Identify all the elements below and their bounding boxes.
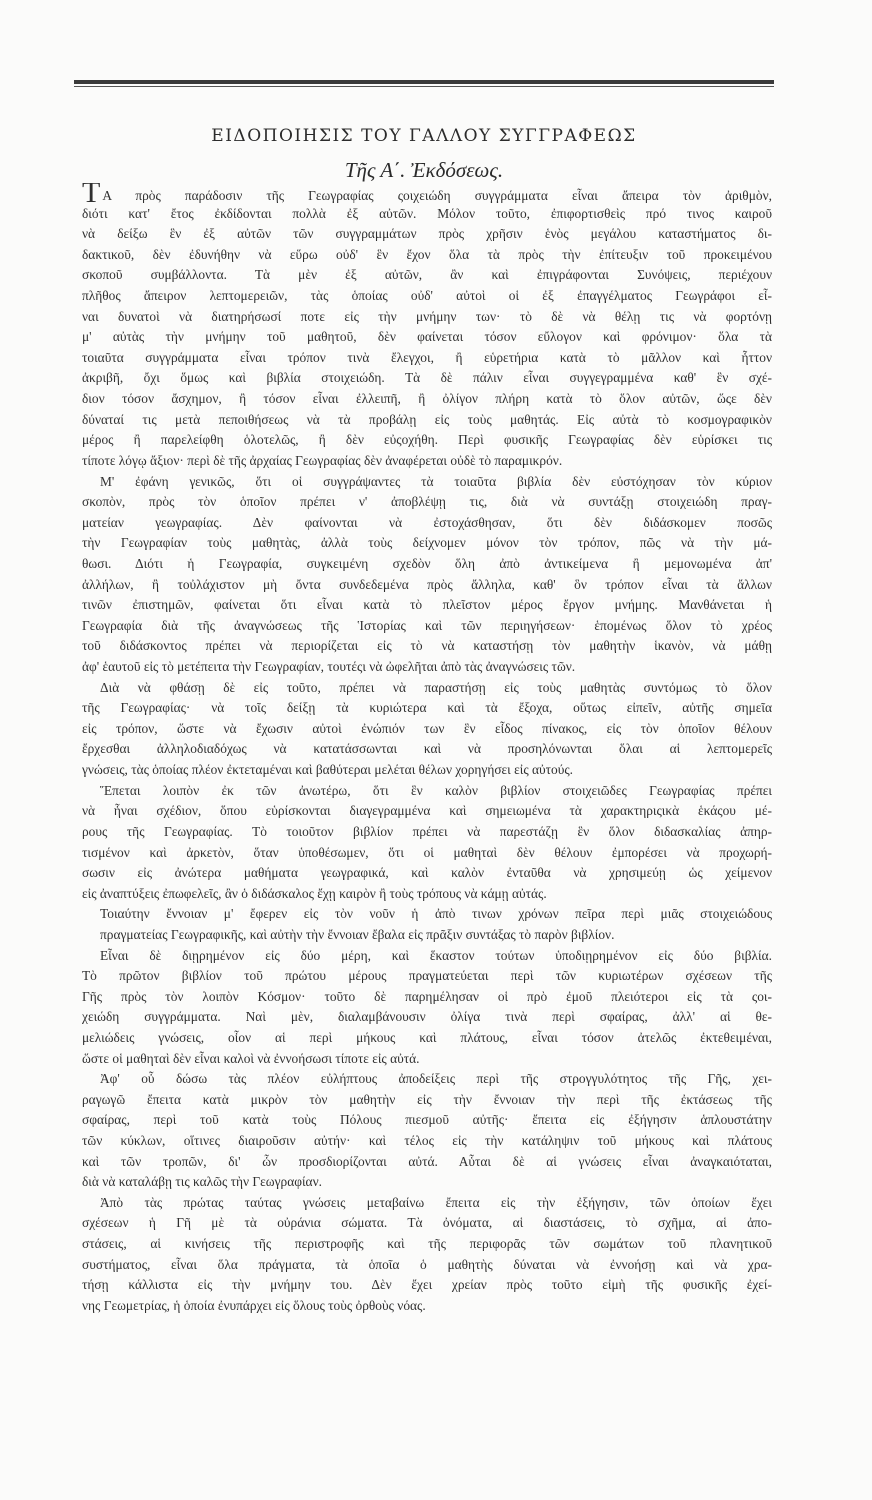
text-line-content: διὰ νὰ καταλάβῃ τις καλῶς τὴν Γεωγραφίαν. (82, 1174, 322, 1190)
text-line (82, 739, 772, 760)
text-line-content: δακτικοῦ, δὲν ἐδυνήθην νὰ εὕρω οὐδ' ἓν ἔχον ὅλα τὰ πρὸς τὴν ἐπίτευξιν τοῦ προκειμένου (82, 246, 772, 262)
text-line (82, 513, 772, 534)
text-line-content: σκοποῦ συμβάλλοντα. Τὰ μὲν ἐξ αὐτῶν, ἂν καὶ ἐπιγράφονται Συνόψεις, περιέχουν (82, 267, 772, 283)
text-line (82, 265, 772, 286)
text-line (82, 1069, 772, 1090)
text-line (82, 616, 772, 637)
text-line (82, 987, 772, 1008)
text-line (82, 925, 772, 946)
text-line-content: διον τόσον ἄσχημον, ἢ τόσον εἶναι ἐλλειπῆ, ἢ ὀλίγον πλήρη κατὰ τὸ ὅλον αὐτῶν, ὥςε δὲν (82, 391, 772, 407)
text-line-content: μέρος ἢ παρελείφθη ὁλοτελῶς, ἢ δὲν εὐςοχήθη. Περὶ φυσικῆς Γεωγραφίας δὲν εὑρίσκει τις (82, 432, 772, 448)
text-line-content: τινῶν ἐπιστημῶν, φαίνεται ὅτι εἶναι κατὰ τὸ πλεῖστον μέρος ἔργον μνήμης. Μανθάνεται ἡ (82, 597, 772, 613)
text-line (82, 1255, 772, 1276)
text-line-content: τοῦ διδάσκοντος πρέπει νὰ περιορίζεται εἰς τὸ νὰ καταστήσῃ τὸν μαθητὴν ἱκανὸν, νὰ μάθῃ (82, 638, 772, 654)
text-line (82, 451, 772, 472)
text-line-content: πλῆθος ἄπειρον λεπτομερειῶν, τὰς ὁποίας οὐδ' αὐτοὶ οἱ ἐξ ἐπαγγέλματος Γεωγράφοι εἶ- (82, 288, 772, 304)
text-line-content: σκοπὸν, πρὸς τὸν ὁποῖον πρέπει ν' ἀποβλέψῃ τις, διὰ νὰ συντάξῃ στοιχειώδη πραγ- (82, 494, 772, 510)
text-line (82, 1193, 772, 1214)
text-line-content: Ἀφ' οὗ δώσω τὰς πλέον εὐλήπτους ἀποδείξεις περὶ τῆς στρογγυλότητος τῆς Γῆς, χει- (100, 1071, 772, 1087)
text-line-content: σχέσεων ἡ Γῆ μὲ τὰ οὐράνια σώματα. Τὰ ὀνόματα, αἱ διαστάσεις, τὸ σχῆμα, αἱ ἀπο- (82, 1215, 772, 1231)
text-line (82, 204, 772, 225)
text-line-content: Εἶναι δὲ διῃρημένον εἰς δύο μέρη, καὶ ἕκαστον τούτων ὑποδιῃρημένον εἰς δύο βιβλία. (100, 947, 772, 963)
text-line-content: τοιαῦτα συγγράμματα εἶναι τρόπον τινὰ ἔλεγχοι, ἢ εὑρετήρια κατὰ τὸ μᾶλλον καὶ ἧττον (82, 349, 772, 365)
text-line-content: ἀλλήλων, ἢ τοὐλάχιστον μὴ ὄντα συνδεδεμένα πρὸς ἄλληλα, καθ' ὃν τρόπον εἶναι τὰ ἄλλων (82, 576, 772, 592)
text-line-content: νης Γεωμετρίας, ἡ ὁποία ἐνυπάρχει εἰς ὅλους τοὺς ὀρθοὺς νόας. (82, 1297, 426, 1313)
text-line (82, 389, 772, 410)
text-line (82, 822, 772, 843)
text-line (82, 430, 772, 451)
text-line-content: ματείαν γεωγραφίας. Δὲν φαίνονται νὰ ἐστοχάσθησαν, ὅτι δὲν διδάσκομεν ποσῶς (82, 514, 772, 530)
text-line-content: νὰ δείξω ἓν ἐξ αὐτῶν τῶν συγγραμμάτων πρὸς χρῆσιν ἑνὸς μεγάλου καταστήματος δι- (82, 226, 772, 242)
text-line (82, 801, 772, 822)
text-line (82, 698, 772, 719)
text-line (82, 575, 772, 596)
text-line (82, 781, 772, 802)
text-line-content: Τοιαύτην ἔννοιαν μ' ἔφερεν εἰς τὸν νοῦν ἡ ἀπὸ τινων χρόνων πεῖρα περὶ μιᾶς στοιχειώδους (100, 906, 772, 922)
text-line (82, 224, 772, 245)
text-line (82, 554, 772, 575)
text-line-content: Α πρὸς παράδοσιν τῆς Γεωγραφίας ςοιχειώδη συγγράμματα εἶναι ἄπειρα τὸν ἀριθμὸν, (102, 188, 772, 203)
text-line-content: Τὸ πρῶτον βιβλίον τοῦ πρώτου μέρους πραγματεύεται περὶ τῶν κυριωτέρων σχέσεων τῆς (82, 968, 772, 984)
text-line (82, 1110, 772, 1131)
text-line (82, 595, 772, 616)
text-line (82, 368, 772, 389)
text-line-content: πραγματείας Γεωγραφικῆς, καὶ αὐτὴν τὴν ἔννοιαν ἔβαλα εἰς πρᾶξιν συντάξας τὸ παρὸν βιβλίον. (100, 926, 615, 942)
text-line (82, 1172, 772, 1193)
text-line-content: τὴν Γεωγραφίαν τοὺς μαθητὰς, ἀλλὰ τοὺς δείχνομεν μόνον τὸν τρόπον, πῶς νὰ τὴν μά- (82, 535, 772, 551)
text-line-content: διότι κατ' ἔτος ἐκδίδονται πολλὰ ἐξ αὐτῶν. Μόλον τοῦτο, ἐπιφορτισθεὶς πρό τινος καιροῦ (82, 205, 772, 221)
text-line-content: τῆς Γεωγραφίας· νὰ τοῖς δείξῃ τὰ κυριώτερα καὶ τὰ ἔξοχα, οὕτως εἰπεῖν, αὐτῆς σημεῖα (82, 700, 772, 716)
text-line-content: Μ' ἐφάνη γενικῶς, ὅτι οἱ συγγράψαντες τὰ τοιαῦτα βιβλία δὲν εὐστόχησαν τὸν κύριον (100, 473, 772, 489)
text-line-content: συστήματος, εἶναι ὅλα πράγματα, τὰ ὁποῖα ὁ μαθητὴς δύναται νὰ ἐννοήσῃ καὶ νὰ χρα- (82, 1256, 772, 1272)
text-line-content: μ' αὐτὰς τὴν μνήμην τοῦ μαθητοῦ, δὲν φαίνεται τόσον εὔλογον καὶ φρόνιμον· ὅλα τὰ (82, 329, 772, 345)
text-line-content: σωσιν εἰς ἀνώτερα μαθήματα γεωγραφικά, καὶ καλὸν ἐνταῦθα νὰ χρησιμεύῃ ὡς χείμενον (82, 865, 772, 881)
text-line (82, 843, 772, 864)
text-line (82, 327, 772, 348)
text-line (82, 636, 772, 657)
text-line (82, 1131, 772, 1152)
text-line-content: σφαίρας, περὶ τοῦ κατὰ τοὺς Πόλους πιεσμοῦ αὐτῆς· ἔπειτα εἰς ἐξήγησιν ἁπλουστάτην (82, 1112, 772, 1128)
text-line (82, 657, 772, 678)
text-line-content: εἰς ἀναπτύξεις ἐπωφελεῖς, ἂν ὁ διδάσκαλος ἔχῃ καιρὸν ἢ τοὺς τρόπους νὰ κάμῃ αὐτάς. (82, 885, 547, 901)
text-line-content: τήσῃ κάλλιστα εἰς τὴν μνήμην του. Δὲν ἔχει χρείαν πρὸς τοῦτο εἰμὴ τῆς φυσικῆς ἐχεί- (82, 1277, 772, 1293)
text-line (82, 1090, 772, 1111)
page-subtitle: Τῆς Α΄. Ἐκδόσεως. (344, 158, 504, 182)
text-line-content: ἀφ' ἑαυτοῦ εἰς τὸ μετέπειτα τὴν Γεωγραφίαν, τουτέςι νὰ ὠφελῆται ἀπὸ τὰς ἀναγνώσεις τῶν. (82, 659, 576, 675)
text-line (82, 946, 772, 967)
text-line (82, 719, 772, 740)
text-line (82, 884, 772, 905)
text-line (82, 286, 772, 307)
text-line (82, 245, 772, 266)
text-line-content: Ἕπεται λοιπὸν ἐκ τῶν ἀνωτέρω, ὅτι ἓν καλὸν βιβλίον στοιχειῶδες Γεωγραφίας πρέπει (100, 782, 772, 798)
text-line-content: ναι δυνατοὶ νὰ διατηρήσωσί ποτε εἰς τὴν μνήμην των· τὸ δὲ νὰ θέλῃ τις νὰ φορτόνῃ (82, 308, 772, 324)
text-line (82, 472, 772, 493)
text-line (82, 1275, 772, 1296)
text-line (82, 1296, 772, 1317)
text-line-content: ρους τῆς Γεωγραφίας. Τὸ τοιοῦτον βιβλίον πρέπει νὰ παρεστάζῃ ἓν ὅλον διδασκαλίας ἀπηρ- (82, 823, 772, 839)
text-line-content: Γεωγραφία διὰ τῆς ἀναγνώσεως τῆς Ἱστορίας καὶ τῶν περιηγήσεων· ἑπομένως ὅλον τὸ χρέος (82, 617, 772, 633)
header-rule-thick (74, 80, 774, 84)
text-line-content: Διὰ νὰ φθάσῃ δὲ εἰς τοῦτο, πρέπει νὰ παραστήσῃ εἰς τοὺς μαθητὰς συντόμως τὸ ὅλον (100, 679, 772, 695)
text-line-content: καὶ τῶν τροπῶν, δι' ὧν προσδιορίζονται αὐτά. Αὗται δὲ αἱ γνώσεις εἶναι ἀναγκαιόταται, (82, 1153, 772, 1169)
text-line (82, 1028, 772, 1049)
text-line-content: ἀκριβῆ, ὄχι ὅμως καὶ βιβλία στοιχειώδη. Τὰ δὲ πάλιν εἶναι συγγεγραμμένα καθ' ἓν σχέ- (82, 370, 772, 386)
header-rule (74, 77, 774, 89)
text-line (82, 678, 772, 699)
text-line (82, 533, 772, 554)
text-line (82, 904, 772, 925)
text-line (82, 1007, 772, 1028)
text-line-content: μελιώδεις γνώσεις, οἷον αἱ περὶ μήκους καὶ πλάτους, εἶναι τόσον ἀτελῶς ἐκτεθειμέναι, (82, 1029, 772, 1045)
text-line (82, 1152, 772, 1173)
text-line-content: γνώσεις, τὰς ὁποίας πλέον ἐκτεταμέναι καὶ βαθύτεραι μελέται θέλων χορηγήσει εἰς αὐτούς. (82, 762, 574, 778)
text-line (82, 1234, 772, 1255)
text-line-content: θωσι. Διότι ἡ Γεωγραφία, συγκειμένη σχεδὸν ὅλη ἀπὸ ἀντικείμενα ἢ μεμονωμένα ἀπ' (82, 555, 772, 571)
text-line-content: εἰς τρόπον, ὥστε νὰ ἔχωσιν αὐτοὶ ἐνώπιόν των ἓν εἶδος πίνακος, εἰς τὸν ὁποῖον θέλουν (82, 720, 772, 736)
text-line (82, 348, 772, 369)
text-line (82, 307, 772, 328)
text-line-content: Γῆς πρὸς τὸν λοιπὸν Κόσμον· τοῦτο δὲ παρημέλησαν οἱ πρὸ ἐμοῦ πλειότεροι εἰς τὰ ςοι- (82, 988, 772, 1004)
text-line (82, 1213, 772, 1234)
drop-cap: Τ (82, 183, 101, 204)
text-line-content: τῶν κύκλων, οἵτινες διαιροῦσιν αὐτήν· καὶ τέλος εἰς τὴν κατάληψιν τοῦ μήκους καὶ πλάτους (82, 1133, 772, 1149)
text-line (82, 760, 772, 781)
text-line (82, 410, 772, 431)
text-line-content: χειώδη συγγράμματα. Ναὶ μὲν, διαλαμβάνουσιν ὀλίγα τινὰ περὶ σφαίρας, ἀλλ' αἱ θε- (82, 1009, 772, 1025)
text-line-content: ὥστε οἱ μαθηταὶ δὲν εἶναι καλοὶ νὰ ἐννοήσωσι τίποτε εἰς αὐτά. (82, 1050, 420, 1066)
text-line (82, 492, 772, 513)
text-line-content: δύναταί τις μετὰ πεποιθήσεως νὰ τὰ προβάλῃ εἰς τοὺς μαθητάς. Εἰς αὐτὰ τὸ κοσμογραφικὸν (82, 411, 772, 427)
text-line-content: ραγωγῶ ἔπειτα κατὰ μικρὸν τὸν μαθητὴν εἰς τὴν ἔννοιαν τὴν περὶ τῆς ἐκτάσεως τῆς (82, 1091, 772, 1107)
text-line-content: ἔρχεσθαι ἀλληλοδιαδόχως νὰ κατατάσσωνται καὶ νὰ προσηλόνωνται ὅλαι αἱ λεπτομερεῖς (82, 741, 772, 757)
text-line (82, 1049, 772, 1070)
text-line (82, 183, 772, 204)
text-line-content: τίποτε λόγῳ ἄξιον· περὶ δὲ τῆς ἀρχαίας Γεωγραφίας δὲν ἀναφέρεται οὐδὲ τὸ παραμικρόν. (82, 452, 563, 468)
page-title: ΕΙΔΟΠΟΙΗΣΙΣ ΤΟΥ ΓΑΛΛΟΥ ΣΥΓΓΡΑΦΕΩΣ (211, 126, 637, 146)
text-line-content: στάσεις, αἱ κινήσεις τῆς περιστροφῆς καὶ τῆς περιφορᾶς τῶν σωμάτων τοῦ πλανητικοῦ (82, 1236, 772, 1252)
text-line (82, 863, 772, 884)
header-rule-thin (74, 86, 774, 87)
body-text (82, 183, 772, 1317)
text-line-content: τισμένον καὶ ἀρκετὸν, ὅταν ὑποθέσωμεν, ὅτι οἱ μαθηταὶ δὲν θέλουν ἐμπορέσει νὰ προχωρή- (82, 844, 772, 860)
text-line (82, 966, 772, 987)
text-line-content: νὰ ἦναι σχέδιον, ὅπου εὑρίσκονται διαγεγραμμένα καὶ σημειωμένα τὰ χαρακτηριςικὰ ἑκάςου μέ- (82, 803, 772, 819)
text-line-content: Ἀπὸ τὰς πρώτας ταύτας γνώσεις μεταβαίνω ἔπειτα εἰς τὴν ἐξήγησιν, τῶν ὁποίων ἔχει (100, 1194, 772, 1210)
